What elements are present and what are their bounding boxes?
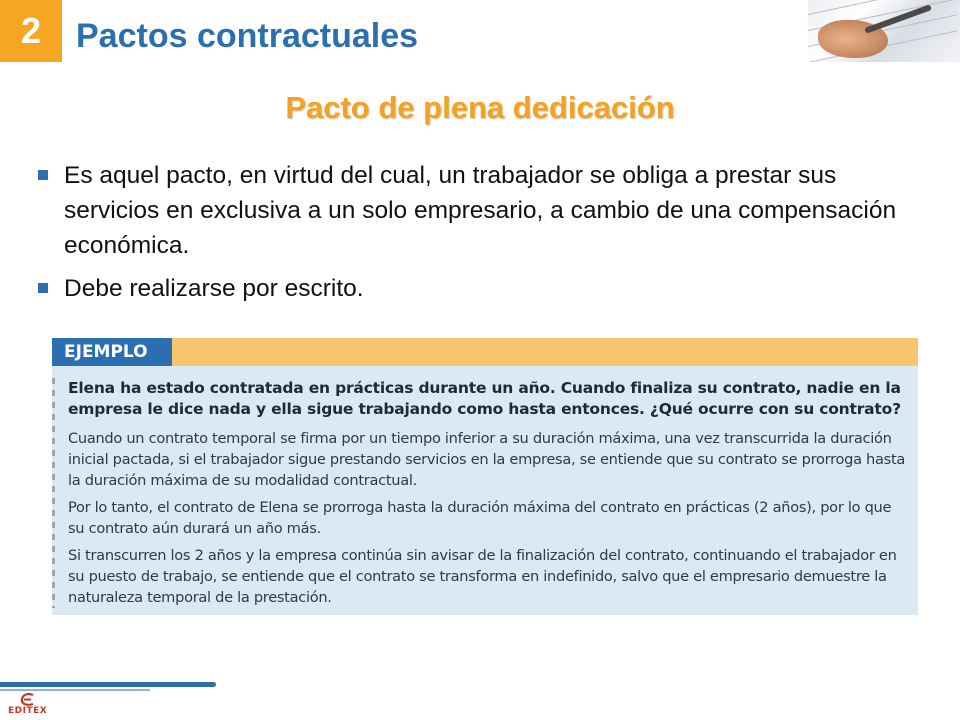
editex-logo-icon xyxy=(20,693,36,707)
example-box xyxy=(52,338,918,615)
slide-title: Pacto de plena dedicación xyxy=(285,90,675,125)
example-dashed-divider xyxy=(52,378,55,608)
example-label: EJEMPLO xyxy=(52,338,172,366)
bullet-list xyxy=(38,158,898,314)
footer-rule xyxy=(0,682,216,687)
example-paragraph: Por lo tanto, el contrato de Elena se prorroga hasta la duración máxima del contrato en prácticas (2 años), por lo que su contrato aún durará un año más. xyxy=(68,499,892,537)
example-question: Elena ha estado contratada en prácticas durante un año. Cuando finaliza su contrato, nadie en la empresa le dice nada y ella sigue trabajando como hasta entonces. ¿Qué ocurre con su contrato? xyxy=(68,379,901,418)
footer-rule-secondary xyxy=(0,689,150,691)
bullet-item xyxy=(38,158,898,263)
bullet-text: Debe realizarse por escrito. xyxy=(64,275,364,302)
example-header-band xyxy=(52,338,918,366)
chapter-number: 2 xyxy=(20,10,42,51)
example-paragraph: Si transcurren los 2 años y la empresa continúa sin avisar de la finalización del contrato, continuando el trabajador en su puesto de trabajo, se entiende que el contrato se transforma en indefinido, salvo que el empresario demuestre la naturaleza temporal de la prestación. xyxy=(68,547,897,606)
bullet-text: Es aquel pacto, en virtud del cual, un trabajador se obliga a prestar sus servicios en exclusiva a un solo empresario, a cambio de una compensación económica. xyxy=(64,162,897,259)
bullet-square-icon xyxy=(38,283,48,293)
bullet-square-icon xyxy=(38,170,48,180)
editex-logo-text: EDITEX xyxy=(8,706,48,716)
chapter-number-badge xyxy=(0,0,62,62)
editex-logo xyxy=(8,693,68,717)
chapter-title: Pactos contractuales xyxy=(76,17,419,55)
example-paragraph: Cuando un contrato temporal se firma por un tiempo inferior a su duración máxima, una vez transcurrida la duración inicial pactada, si el trabajador sigue prestando servicios en la empresa, se entiende que su contrato se prorroga hasta la duración máxima de su modalidad contractual. xyxy=(68,430,906,489)
example-body xyxy=(68,378,908,614)
header-photo-hand-writing xyxy=(808,0,960,62)
bullet-item xyxy=(38,271,898,306)
